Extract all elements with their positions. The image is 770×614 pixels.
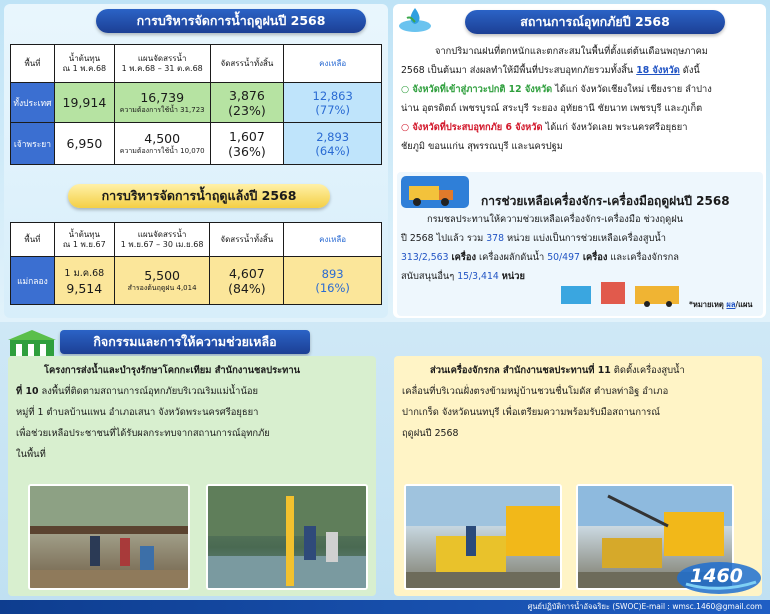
remaining-cell: 2,893 (64%) <box>284 123 382 165</box>
col-plan: แผนจัดสรรน้ำ 1 พ.ย.67 – 30 เม.ย.68 <box>114 223 210 257</box>
flood-bullets: ○ จังหวัดที่เข้าสู่ภาวะปกติ 12 จังหวัด ได้แก่ จังหวัดเชียงใหม่ เชียงราย ลำปาง น่าน อุตรดิตถ์ เพชรบูรณ์ สระบุรี ระยอง อุทัยธานี ชัยนาท เพชรบุรี และภูเก็ต ○ จังหวัดที่ประสบอุทกภัย 6 จังหวัด ได้แก่ จังหวัดเลย พระนครศรีอยุธยา ชัยภูมิ ขอนแก่น สุพรรณบุรี และนครปฐม <box>401 84 712 152</box>
activities-title: กิจกรรมและการให้ความช่วยเหลือ <box>60 330 310 354</box>
flood-situation-panel <box>393 4 766 318</box>
allocated-cell: 1,607 (36%) <box>210 123 284 165</box>
row-area: แม่กลอง <box>11 257 55 305</box>
stock-value: 6,950 <box>54 123 114 165</box>
col-remaining: คงเหลือ <box>284 223 382 257</box>
col-allocated: จัดสรรน้ำทั้งสิ้น <box>210 45 284 83</box>
stock-value: 19,914 <box>54 83 114 123</box>
allocated-cell: 4,607 (84%) <box>210 257 284 305</box>
flood-title: สถานการณ์อุทกภัยปี 2568 <box>465 10 725 34</box>
hotline-number: 1460 <box>690 565 743 587</box>
table-row <box>11 123 382 165</box>
pump-equipment-icon <box>557 272 687 308</box>
col-stock: น้ำต้นทุน ณ 1 พ.ย.67 <box>54 223 114 257</box>
activity-card-left <box>8 356 376 596</box>
col-allocated: จัดสรรน้ำทั้งสิ้น <box>210 223 284 257</box>
rainy-season-title: การบริหารจัดการน้ำฤดูฝนปี 2568 <box>96 9 366 33</box>
table-row <box>11 83 382 123</box>
flood-intro: จากปริมาณฝนที่ตกหนักและตกสะสมในพื้นที่ตั้งแต่ต้นเดือนพฤษภาคม 2568 เป็นต้นมา ส่งผลทำให้มีพื้นที่ประสบอุทกภัยรวมทั้งสิ้น 18 จังหวัด ดังนี้ <box>401 46 708 76</box>
flood-site-photo-1 <box>28 484 190 590</box>
row-area: เจ้าพระยา <box>11 123 55 165</box>
water-management-panel <box>4 4 388 318</box>
col-plan: แผนจัดสรรน้ำ 1 พ.ค.68 – 31 ต.ค.68 <box>114 45 210 83</box>
remaining-cell: 893 (16%) <box>284 257 382 305</box>
stock-cell: 1 ม.ค.68 9,514 <box>54 257 114 305</box>
footer-bar <box>0 600 770 614</box>
machinery-section <box>397 172 763 316</box>
machinery-text: กรมชลประทานให้ความช่วยเหลือเครื่องจักร-เครื่องมือ ช่วงฤดูฝน ปี 2568 ไปแล้ว รวม 378 หน่วย แบ่งเป็นการช่วยเหลือเครื่องสูบน้ำ 313/2,563 เครื่อง เครื่องผลักดันน้ำ 50/497 เครื่อง และเครื่องจักรกล สนับสนุนอื่นๆ 15/3,414 หน่วย <box>401 214 684 282</box>
row-area: ทั้งประเทศ <box>11 83 55 123</box>
plan-cell: 5,500 สำรองต้นฤดูฝน 4,014 <box>114 257 210 305</box>
machinery-truck-icon <box>399 174 471 210</box>
dry-season-table <box>10 222 382 305</box>
plan-cell: 4,500 ความต้องการใช้น้ำ 10,070 <box>114 123 210 165</box>
col-area: พื้นที่ <box>11 45 55 83</box>
hotline-1460-logo <box>676 560 762 596</box>
water-drop-logo-icon <box>395 4 435 34</box>
col-stock: น้ำต้นทุน ณ 1 พ.ค.68 <box>54 45 114 83</box>
activity-right-text: ส่วนเครื่องจักรกล สำนักงานชลประทานที่ 11 ติดตั้งเครื่องสูบน้ำ เคลื่อนที่บริเวณฝั่งตรงข้ามหมู่บ้านชวนชื่นโมดัส ตำบลท่าอิฐ อำเภอ ปากเกร็ด จังหวัดนนทบุรี เพื่อเตรียมความพร้อมรับมือสถานการณ์ ฤดูฝนปี 2568 <box>402 365 685 439</box>
col-remaining: คงเหลือ <box>284 45 382 83</box>
col-area: พื้นที่ <box>11 223 55 257</box>
flood-site-photo-2 <box>206 484 368 590</box>
machinery-title: การช่วยเหลือเครื่องจักร-เครื่องมือฤดูฝนปี 2568 <box>481 194 730 208</box>
dry-season-title: การบริหารจัดการน้ำฤดูแล้งปี 2568 <box>68 184 330 208</box>
machinery-note: *หมายเหตุ ผล/แผน <box>689 300 753 309</box>
allocated-cell: 3,876 (23%) <box>210 83 284 123</box>
footer-contact: ศูนย์ปฏิบัติการน้ำอัจฉริยะ (SWOC)E-mail : wmsc.1460@gmail.com <box>527 602 762 611</box>
table-row <box>11 257 382 305</box>
building-icon <box>6 328 58 358</box>
activities-section <box>0 322 770 614</box>
plan-cell: 16,739 ความต้องการใช้น้ำ 31,723 <box>114 83 210 123</box>
rainy-season-table <box>10 44 382 165</box>
activity-left-text: โครงการส่งน้ำและบำรุงรักษาโคกกะเทียม สำนักงานชลประทาน ที่ 10 ลงพื้นที่ติดตามสถานการณ์อุทกภัยบริเวณริมแม่น้ำน้อย หมู่ที่ 1 ตำบลบ้านแพน อำเภอเสนา จังหวัดพระนครศรีอยุธยา เพื่อช่วยเหลือประชาชนที่ได้รับผลกระทบจากสถานการณ์อุทกภัย ในพื้นที่ <box>16 365 300 460</box>
remaining-cell: 12,863 (77%) <box>284 83 382 123</box>
pump-install-photo-1 <box>404 484 562 590</box>
